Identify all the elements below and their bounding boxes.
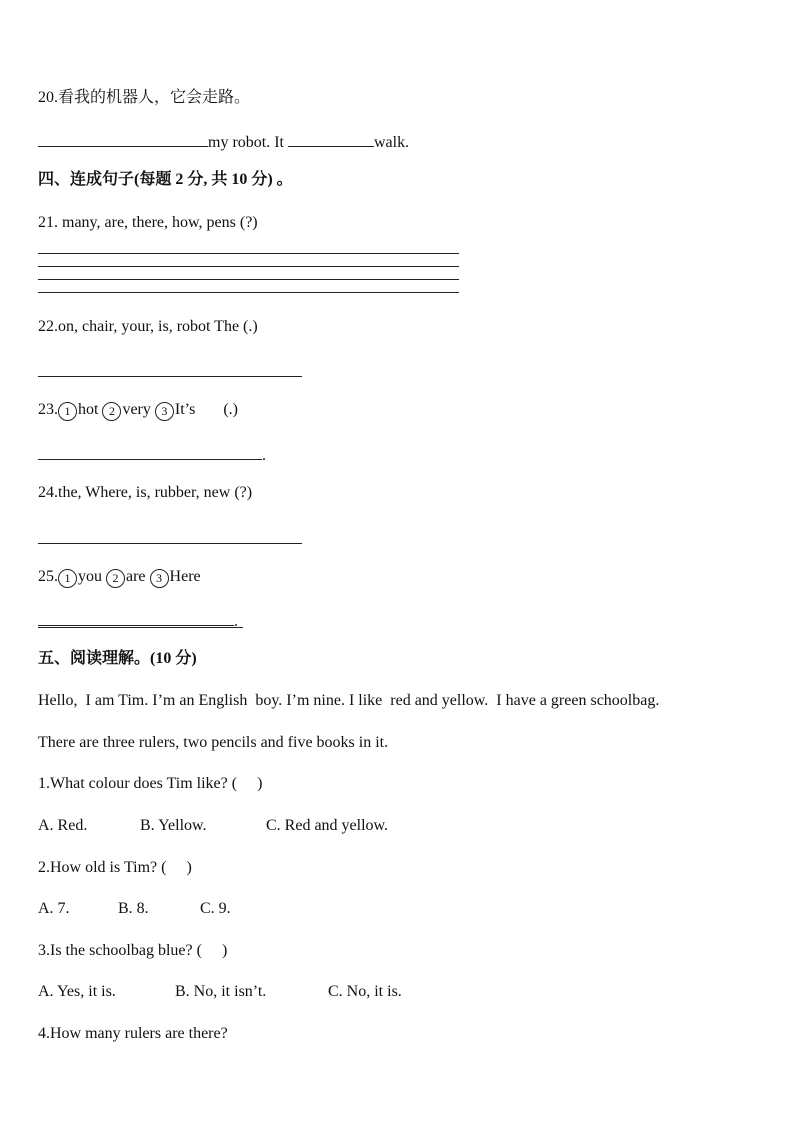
circled-number: 1 [58,569,77,588]
reading-question-4: 4.How many rulers are there? [38,1025,228,1042]
question-22: 22.on, chair, your, is, robot The (.) [38,318,258,335]
option-a[interactable]: A. 7. [38,900,70,917]
option-a[interactable]: A. Yes, it is. [38,983,116,1000]
option-c[interactable]: C. Red and yellow. [266,817,389,834]
option-b[interactable]: B. 8. [118,900,149,917]
word-item: Here [169,568,201,585]
question-20-prompt: 20.看我的机器人，它会走路。 [38,89,251,106]
answer-line[interactable] [38,292,459,293]
answer-line[interactable] [38,279,459,280]
question-23 [38,400,238,421]
question-number: 25. [38,568,58,585]
passage-line-1: Hello, I am Tim. I’m an English boy. I’m nine. I like red and yellow. I have a green schoolbag. [38,692,660,709]
answer-blank[interactable] [38,443,262,460]
question-23-answer-line [38,443,266,466]
circled-number: 3 [155,402,174,421]
circled-number: 1 [58,402,77,421]
word-item: It’s [174,401,196,418]
question-number: 23. [38,401,58,418]
answer-line[interactable] [38,376,302,377]
answer-blank[interactable] [38,130,208,147]
passage-line-2: There are three rulers, two pencils and five books in it. [38,734,389,751]
end-punctuation: (.) [223,401,238,418]
circled-number: 2 [106,569,125,588]
answer-line[interactable] [38,543,302,544]
circled-number: 2 [102,402,121,421]
question-25 [38,567,201,588]
word-item: are [126,568,146,585]
question-25-answer-line [38,609,238,632]
word-item: you [78,568,102,585]
q20-part2: walk. [374,134,410,151]
answer-end: . [262,447,266,464]
answer-line[interactable] [38,266,459,267]
question-21: 21. many, are, there, how, pens (?) [38,214,258,231]
reading-question-3: 3.Is the schoolbag blue? ( ) [38,942,228,959]
answer-blank[interactable] [38,609,234,626]
section-4-title: 四、连成句子(每题 2 分, 共 10 分) 。 [38,171,293,188]
word-item: hot [78,401,99,418]
answer-line[interactable] [38,253,459,254]
question-20-answer-line [38,130,409,153]
reading-question-2: 2.How old is Tim? ( ) [38,859,192,876]
answer-end: . [234,613,238,630]
answer-blank[interactable] [288,130,374,147]
option-b[interactable]: B. No, it isn’t. [175,983,267,1000]
answer-underline [38,627,243,628]
option-a[interactable]: A. Red. [38,817,88,834]
q20-part1: my robot. It [208,134,284,151]
reading-question-1: 1.What colour does Tim like? ( ) [38,775,263,792]
option-b[interactable]: B. Yellow. [140,817,207,834]
word-item: very [122,401,151,418]
option-c[interactable]: C. No, it is. [328,983,402,1000]
option-c[interactable]: C. 9. [200,900,231,917]
section-5-title: 五、阅读理解。(10 分) [38,650,197,667]
circled-number: 3 [150,569,169,588]
question-24: 24.the, Where, is, rubber, new (?) [38,484,253,501]
